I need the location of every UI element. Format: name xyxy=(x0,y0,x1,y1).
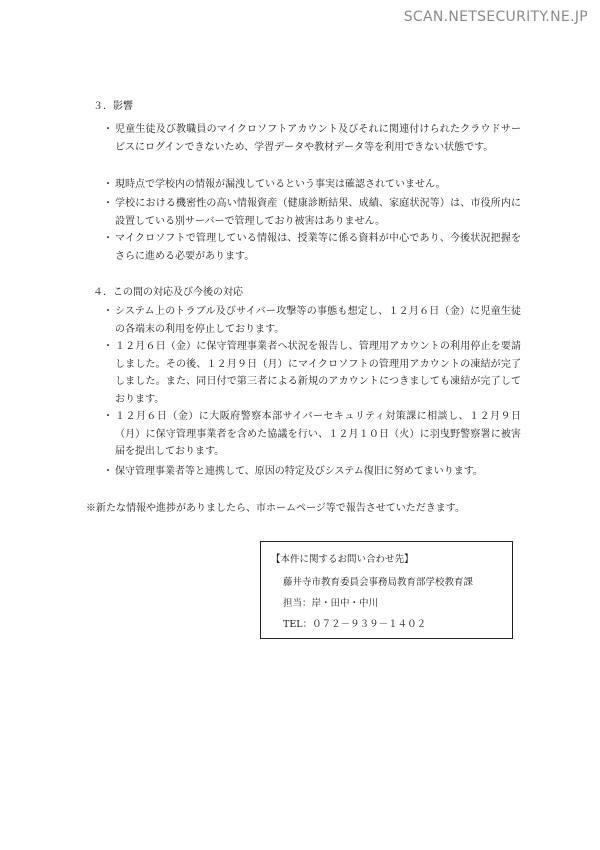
section-4-heading: ４．この間の対応及び今後の対応 xyxy=(93,287,243,298)
section-4-bullet-3 xyxy=(103,408,521,461)
section-4-bullet-1 xyxy=(103,303,521,338)
bullet-mark: ・ xyxy=(103,411,113,422)
bullet-text: １２月６日（金）に保守管理事業者へ状況を報告し、管理用アカウントの利用停止を要請しました。その後、１２月９日（月）にマイクロソフトの管理用アカウントの凍結が完了しました。また、同日付で第三者による新規のアカウントにつきましても凍結が完了しております。 xyxy=(115,341,521,405)
contact-tel: TEL：０７２－９３９－１４０２ xyxy=(283,619,427,630)
bullet-text: 学校における機密性の高い情報資産（健康診断結果、成績、家庭状況等）は、市役所内に設置している別サーバーで管理しており被害はありません。 xyxy=(115,198,521,227)
bullet-text: １２月６日（金）に大阪府警察本部サイバーセキュリティ対策課に相談し、１２月９日（月）に保守管理事業者を含めた協議を行い、１２月１０日（火）に羽曳野警察署に被害届を提出しております。 xyxy=(115,411,521,457)
contact-department: 藤井寺市教育委員会事務局教育部学校教育課 xyxy=(283,577,474,588)
bullet-text: 児童生徒及び教職員のマイクロソフトアカウント及びそれに関連付けられたクラウドサービスにログインできないため、学習データや教材データ等を利用できない状態です。 xyxy=(115,124,521,153)
bullet-mark: ・ xyxy=(103,341,113,352)
bullet-mark: ・ xyxy=(103,466,113,477)
bullet-text: 保守管理事業者等と連携して、原因の特定及びシステム復旧に努めてまいります。 xyxy=(115,466,483,477)
contact-persons: 担当：岸・田中・中川 xyxy=(283,598,379,609)
bullet-text: 現時点で学校内の情報が漏洩しているという事実は確認されていません。 xyxy=(115,179,446,190)
section-3-bullet-1 xyxy=(103,121,521,156)
section-3-heading: ３．影響 xyxy=(93,101,133,112)
bullet-mark: ・ xyxy=(103,179,113,190)
update-note: ※新たな情報や進捗がありましたら、市ホームページ等で報告させていただきます。 xyxy=(86,503,465,514)
contact-title: 【本件に関するお問い合わせ先】 xyxy=(271,554,414,565)
section-3-bullet-4 xyxy=(103,230,521,265)
bullet-mark: ・ xyxy=(103,233,113,244)
section-3-bullet-3 xyxy=(103,195,521,230)
bullet-mark: ・ xyxy=(103,198,113,209)
contact-box xyxy=(260,541,513,639)
bullet-text: マイクロソフトで管理している情報は、授業等に係る資料が中心であり、今後状況把握をさらに進める必要があります。 xyxy=(115,233,521,262)
bullet-mark: ・ xyxy=(103,306,113,317)
bullet-mark: ・ xyxy=(103,124,113,135)
site-watermark: SCAN.NETSECURITY.NE.JP xyxy=(403,9,588,25)
section-3-bullet-2 xyxy=(103,176,521,194)
bullet-text: システム上のトラブル及びサイバー攻撃等の事態も想定し、１２月６日（金）に児童生徒の各端末の利用を停止しております。 xyxy=(115,306,521,335)
section-4-bullet-4 xyxy=(103,463,521,481)
section-4-bullet-2 xyxy=(103,338,521,408)
